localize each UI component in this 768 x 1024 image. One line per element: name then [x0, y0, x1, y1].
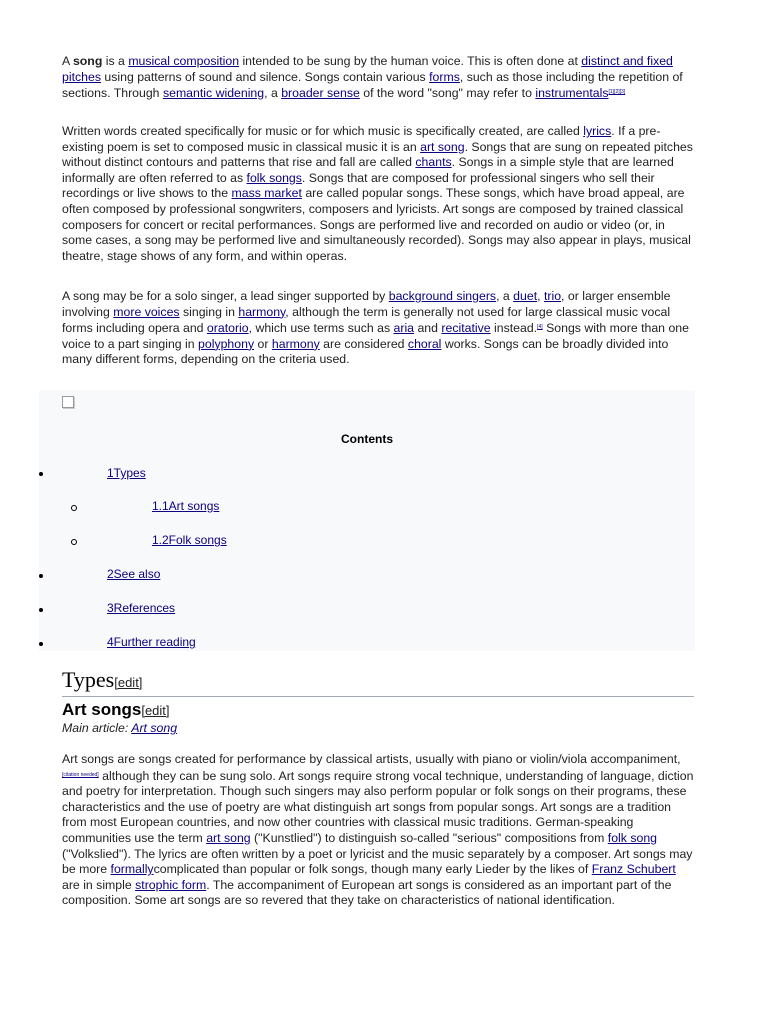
link-formally[interactable]: formally — [110, 862, 154, 877]
circle-bullet-icon — [71, 539, 77, 545]
bullet-icon — [39, 642, 43, 646]
text: , or larger ensemble involving — [62, 289, 671, 319]
link-choral[interactable]: choral — [407, 336, 442, 351]
text: although they can be sung solo. Art songs require strong vocal technique, understanding of language, diction and poetry for interpretation. Though such singers may also perform popular or folk songs on their programs, these characteristics and the use of poetry are what distinguish art songs from popular songs. Art songs are a tradition from most European countries, and now other countries with classical music traditions. German-speaking communities use the term — [62, 768, 694, 845]
edit-link-types[interactable]: [edit] — [114, 675, 143, 690]
bullet-icon — [39, 608, 43, 612]
text: . The accompaniment of European art songs is considered as an important part of the composition. Some art songs are so revered that they take on characteristics of national identification. — [62, 877, 672, 908]
text: Written words created specifically for music or for which music is specifically created, are called — [62, 124, 584, 138]
link-oratorio[interactable]: oratorio — [206, 321, 249, 336]
toc-item-art-songs[interactable]: 1.1Art songs — [152, 499, 220, 513]
text: ("Volkslied"). The lyrics are often written by a poet or lyricist and the music separately by a composer. Art songs may be more — [62, 846, 693, 877]
link-semantic-widening[interactable]: semantic widening — [162, 86, 265, 101]
link-folk-songs[interactable]: folk songs — [246, 170, 302, 185]
bullet-icon — [39, 574, 43, 578]
link-folk-song[interactable]: folk song — [607, 830, 657, 845]
link-more-voices[interactable]: more voices — [113, 304, 180, 319]
main-article-note — [62, 721, 177, 735]
section-heading-types — [62, 667, 694, 697]
link-duet[interactable]: duet — [513, 289, 538, 303]
text: Songs with more than one voice to a part singing in — [62, 321, 689, 351]
text: . If a pre-existing poem is set to composed music in classical music it is an — [62, 124, 661, 154]
text: , which use terms such as — [248, 321, 394, 336]
link-recitative[interactable]: recitative — [441, 321, 491, 336]
text: using patterns of sound and silence. Songs contain various — [100, 69, 430, 84]
link-background-singers[interactable]: background singers — [388, 289, 497, 303]
text: . Songs that are composed for professional singers who sell their recordings or live shows to the — [62, 170, 655, 201]
text: . Songs that are sung on repeated pitches without distinct contours and patterns that rise and fall are called — [62, 139, 693, 170]
link-strophic-form[interactable]: strophic form — [135, 877, 207, 892]
toc-item-types[interactable]: 1Types — [107, 466, 146, 480]
link-aria[interactable]: aria — [393, 321, 415, 336]
text: , a — [264, 86, 282, 101]
link-chants[interactable]: chants — [415, 155, 452, 170]
toc-title: Contents — [341, 432, 393, 446]
link-lyrics[interactable]: lyrics — [583, 124, 612, 138]
link-art-song-2[interactable]: art song — [206, 830, 251, 845]
text: A — [62, 54, 73, 68]
text: intended to be sung by the human voice. This is often done at — [239, 54, 582, 68]
intro-paragraph-3 — [62, 289, 694, 368]
link-harmony-2[interactable]: harmony — [271, 336, 320, 351]
art-songs-paragraph — [62, 752, 694, 909]
link-broader-sense[interactable]: broader sense — [281, 86, 360, 101]
toc-item-see-also[interactable]: 2See also — [107, 567, 161, 581]
text: . Songs in a simple style that are learned informally are often referred to as — [62, 155, 674, 185]
link-polyphony[interactable]: polyphony — [198, 336, 255, 351]
citation-4[interactable]: [4] — [537, 324, 543, 331]
text: works. Songs can be broadly divided into many different forms, depending on the criteria used. — [62, 336, 669, 367]
toc-item-folk-songs[interactable]: 1.2Folk songs — [152, 533, 227, 547]
circle-bullet-icon — [71, 505, 77, 511]
heading-text: Types — [62, 667, 115, 692]
link-harmony[interactable]: harmony — [238, 304, 286, 319]
text: is a — [102, 54, 129, 68]
bullet-icon — [39, 472, 43, 476]
link-instrumentals[interactable]: instrumentals — [535, 86, 609, 101]
text: Main article: — [62, 721, 132, 735]
text: and — [414, 321, 442, 336]
text: ("Kunstlied") to distinguish so-called "serious" compositions from — [250, 830, 608, 845]
text: or — [254, 336, 272, 351]
text: Art songs are songs created for performance by classical artists, usually with piano or violin/viola accompaniment, — [62, 752, 681, 766]
link-trio[interactable]: trio — [543, 289, 562, 303]
link-franz-schubert[interactable]: Franz Schubert — [591, 862, 676, 877]
text: A song may be for a solo singer, a lead singer supported by — [62, 289, 389, 303]
text: complicated than popular or folk songs, though many early Lieder by the likes of — [153, 862, 592, 877]
toc-item-further-reading[interactable]: 4Further reading — [107, 635, 196, 649]
link-distinct-fixed-pitches[interactable]: distinct and fixed pitches — [62, 54, 673, 84]
text: , such as those including the repetition of sections. Through — [62, 69, 683, 101]
link-forms[interactable]: forms — [429, 69, 460, 84]
section-heading-art-songs — [62, 700, 170, 720]
link-art-song[interactable]: art song — [420, 139, 465, 154]
heading-text: Art songs — [62, 700, 142, 719]
text: of the word "song" may refer to — [359, 86, 536, 101]
text: , — [537, 289, 544, 303]
toc-item-references[interactable]: 3References — [107, 601, 176, 615]
link-mass-market[interactable]: mass market — [231, 186, 302, 201]
text: are in simple — [62, 877, 136, 892]
text: , although the term is generally not used for large classical music vocal forms including opera and — [62, 304, 671, 336]
text: instead. — [490, 321, 538, 336]
toc-toggle-checkbox[interactable] — [62, 396, 74, 408]
link-musical-composition[interactable]: musical composition — [128, 54, 240, 68]
citation-needed[interactable]: [citation needed] — [62, 771, 99, 778]
link-main-article-art-song[interactable]: Art song — [131, 721, 178, 735]
intro-paragraph-1 — [62, 54, 694, 102]
text: are considered — [319, 336, 408, 351]
text: , a — [496, 289, 514, 303]
citation-1-2-3[interactable]: [1][2][3] — [608, 89, 626, 96]
text: are called popular songs. These songs, which have broad appeal, are often composed by professional songwriters, composers and lyricists. Art songs are composed by trained classical composers for concert or recital performances. Songs are performed live and recorded on audio or video (or, in some cases, a song may be performed live and simultaneously recorded). Songs may also appear in plays, musical theatre, stage shows of any form, and within operas. — [62, 186, 691, 263]
edit-link-art-songs[interactable]: [edit] — [141, 703, 170, 718]
bold-term: song — [72, 54, 103, 68]
intro-paragraph-2 — [62, 124, 694, 264]
text: singing in — [179, 304, 239, 319]
